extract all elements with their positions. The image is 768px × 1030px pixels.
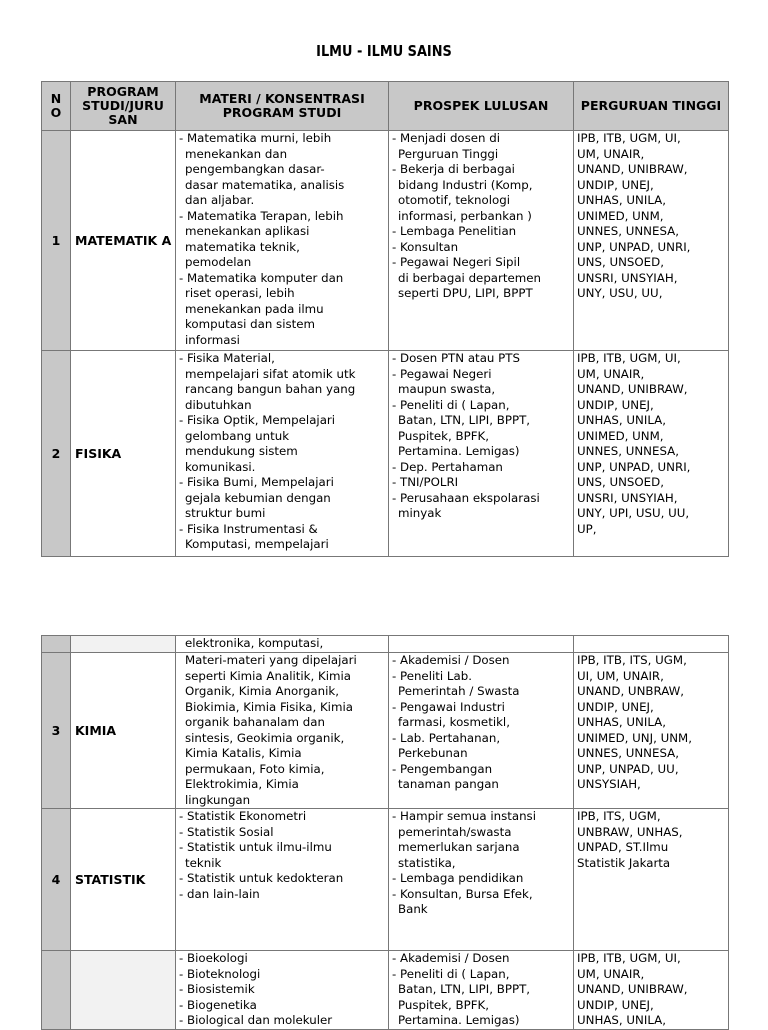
materi-line: - Biosistemik xyxy=(179,982,255,996)
perguruan-line: UNY, UPI, USU, UU, xyxy=(577,506,690,520)
prospek-line: Pertamina. Lemigas) xyxy=(398,1013,520,1027)
table-row xyxy=(42,951,729,1030)
perguruan-line: UNP, UNPAD, UNRI, xyxy=(577,239,691,254)
perguruan-line: IPB, ITB, UGM, UI, xyxy=(577,131,681,145)
prospek-line: - Peneliti di ( Lapan, xyxy=(392,966,510,981)
perguruan-line: UNY, USU, UU, xyxy=(577,286,663,300)
materi-line: teknik xyxy=(185,855,222,870)
materi-line: - Bioteknologi xyxy=(179,966,261,981)
perguruan-cell xyxy=(574,653,729,809)
prospek-line: memerlukan sarjana xyxy=(398,840,520,854)
materi-line: elektronika, komputasi, xyxy=(185,636,324,650)
row-number: 3 xyxy=(42,653,71,809)
prospek-line: minyak xyxy=(398,506,442,520)
materi-line: dan aljabar. xyxy=(185,193,255,207)
prospek-line: pemerintah/swasta xyxy=(398,824,512,839)
perguruan-line: UNBRAW, UNHAS, xyxy=(577,824,683,839)
materi-cell xyxy=(176,809,389,951)
prospek-line: Bank xyxy=(398,902,428,916)
prospek-line: - Dosen PTN atau PTS xyxy=(392,351,520,365)
perguruan-line: UNP, UNPAD, UNRI, xyxy=(577,459,691,474)
prospek-line: - Peneliti di ( Lapan, xyxy=(392,397,510,412)
perguruan-line: UNDIP, UNEJ, xyxy=(577,397,654,412)
prospek-cell xyxy=(389,951,574,1030)
prospek-line: - Pegawai Negeri xyxy=(392,366,492,381)
materi-line: - Statistik Sosial xyxy=(179,824,274,839)
table-row xyxy=(42,636,729,653)
prospek-line: otomotif, teknologi xyxy=(398,193,510,207)
materi-line: - Matematika Terapan, lebih xyxy=(179,208,344,223)
materi-line: menekankan aplikasi xyxy=(185,224,310,238)
perguruan-line: UNNES, UNNESA, xyxy=(577,444,679,458)
prospek-line: - Pegawai Negeri Sipil xyxy=(392,255,521,269)
materi-line: mempelajari sifat atomik utk xyxy=(185,366,356,381)
page-title: ILMU - ILMU SAINS xyxy=(316,42,452,60)
perguruan-line: UNDIP, UNEJ, xyxy=(577,177,654,192)
perguruan-line: UNSRI, UNSYIAH, xyxy=(577,270,678,285)
header-no: N O xyxy=(42,82,71,131)
perguruan-cell xyxy=(574,636,729,653)
prospek-cell xyxy=(389,653,574,809)
table-row xyxy=(42,131,729,351)
sains-table-part-2 xyxy=(41,635,729,1030)
perguruan-line: UNHAS, UNILA, xyxy=(577,1013,666,1027)
prospek-line: Batan, LTN, LIPI, BPPT, xyxy=(398,982,531,996)
materi-line: - Statistik untuk ilmu-ilmu xyxy=(179,840,332,854)
program-studi-cell: STATISTIK xyxy=(71,809,176,951)
perguruan-line: IPB, ITB, UGM, UI, xyxy=(577,951,681,965)
perguruan-line: UNDIP, UNEJ, xyxy=(577,699,654,714)
prospek-line: - Pengembangan xyxy=(392,761,493,776)
materi-line: Biokimia, Kimia Fisika, Kimia xyxy=(185,699,353,714)
materi-line: Organik, Kimia Anorganik, xyxy=(185,684,339,698)
perguruan-line: UM, UNAIR, xyxy=(577,966,645,981)
perguruan-line: UNIMED, UNJ, UNM, xyxy=(577,730,692,745)
materi-cell xyxy=(176,351,389,557)
materi-line: - Matematika komputer dan xyxy=(179,270,344,285)
table-row xyxy=(42,653,729,809)
materi-line: dasar matematika, analisis xyxy=(185,177,345,192)
prospek-line: seperti DPU, LIPI, BPPT xyxy=(398,286,533,300)
perguruan-line: UNNES, UNNESA, xyxy=(577,746,679,760)
materi-line: - Fisika Material, xyxy=(179,351,275,365)
perguruan-line: UNSYSIAH, xyxy=(577,777,641,791)
materi-line: - Fisika Bumi, Mempelajari xyxy=(179,475,334,489)
perguruan-line: UNS, UNSOED, xyxy=(577,255,664,269)
perguruan-line: Statistik Jakarta xyxy=(577,855,671,870)
prospek-cell xyxy=(389,809,574,951)
materi-line: pemodelan xyxy=(185,255,252,269)
table-row xyxy=(42,351,729,557)
prospek-line: di berbagai departemen xyxy=(398,270,541,285)
prospek-line: Puspitek, BPFK, xyxy=(398,997,489,1012)
program-studi-cell xyxy=(71,951,176,1030)
prospek-line: farmasi, kosmetikl, xyxy=(398,715,510,729)
prospek-line: - Bekerja di berbagai xyxy=(392,162,515,176)
prospek-line: informasi, perbankan ) xyxy=(398,208,532,223)
perguruan-line: UNHAS, UNILA, xyxy=(577,413,666,427)
row-number xyxy=(42,951,71,1030)
perguruan-line: UM, UNAIR, xyxy=(577,146,645,161)
prospek-line: statistika, xyxy=(398,855,456,870)
materi-line: Komputasi, mempelajari xyxy=(185,537,329,551)
perguruan-cell xyxy=(574,951,729,1030)
materi-line: seperti Kimia Analitik, Kimia xyxy=(185,668,351,683)
perguruan-line: UNIMED, UNM, xyxy=(577,428,664,443)
perguruan-line: UNHAS, UNILA, xyxy=(577,715,666,729)
materi-line: - Statistik untuk kedokteran xyxy=(179,871,344,885)
prospek-line: Batan, LTN, LIPI, BPPT, xyxy=(398,413,531,427)
prospek-line: - Pengawai Industri xyxy=(392,699,505,714)
materi-line: gelombang untuk xyxy=(185,428,290,443)
materi-line: Materi-materi yang dipelajari xyxy=(185,653,357,667)
materi-line: - Biological dan molekuler xyxy=(179,1013,333,1027)
materi-line: menekankan pada ilmu xyxy=(185,301,324,316)
materi-line: rancang bangun bahan yang xyxy=(185,382,356,396)
row-number: 1 xyxy=(42,131,71,351)
perguruan-line: UNP, UNPAD, UU, xyxy=(577,761,679,776)
perguruan-cell xyxy=(574,809,729,951)
materi-line: organik bahanalam dan xyxy=(185,715,325,729)
prospek-line: - Dep. Pertahaman xyxy=(392,459,503,474)
materi-line: matematika teknik, xyxy=(185,239,300,254)
program-studi-cell: MATEMATIK A xyxy=(71,131,176,351)
perguruan-line: UNS, UNSOED, xyxy=(577,475,664,489)
materi-line: riset operasi, lebih xyxy=(185,286,295,300)
program-studi-cell: KIMIA xyxy=(71,653,176,809)
materi-line: - Statistik Ekonometri xyxy=(179,809,307,823)
prospek-cell xyxy=(389,351,574,557)
materi-cell xyxy=(176,636,389,653)
materi-line: permukaan, Foto kimia, xyxy=(185,761,325,776)
prospek-line: - Peneliti Lab. xyxy=(392,668,472,683)
materi-line: struktur bumi xyxy=(185,506,266,520)
prospek-line: - Hampir semua instansi xyxy=(392,809,536,823)
program-studi-cell xyxy=(71,636,176,653)
prospek-line: - Konsultan xyxy=(392,239,459,254)
perguruan-line: UNSRI, UNSYIAH, xyxy=(577,490,678,505)
prospek-line: - Lembaga Penelitian xyxy=(392,224,517,238)
prospek-line: - Menjadi dosen di xyxy=(392,131,501,145)
materi-line: Kimia Katalis, Kimia xyxy=(185,746,302,760)
perguruan-line: UNDIP, UNEJ, xyxy=(577,997,654,1012)
perguruan-line: UP, xyxy=(577,521,597,536)
materi-line: mendukung sistem xyxy=(185,444,298,458)
row-number: 2 xyxy=(42,351,71,557)
materi-line: - Fisika Instrumentasi & xyxy=(179,521,318,536)
perguruan-line: UNHAS, UNILA, xyxy=(577,193,666,207)
row-number: 4 xyxy=(42,809,71,951)
prospek-cell xyxy=(389,131,574,351)
program-studi-cell: FISIKA xyxy=(71,351,176,557)
table-row xyxy=(42,809,729,951)
materi-line: menekankan dan xyxy=(185,146,288,161)
prospek-line: Perguruan Tinggi xyxy=(398,146,499,161)
perguruan-line: UNAND, UNBRAW, xyxy=(577,684,685,698)
prospek-line: - Lab. Pertahanan, xyxy=(392,730,501,745)
perguruan-line: IPB, ITS, UGM, xyxy=(577,809,661,823)
prospek-line: - Akademisi / Dosen xyxy=(392,951,510,965)
perguruan-cell xyxy=(574,351,729,557)
materi-line: - Bioekologi xyxy=(179,951,248,965)
materi-line: - Biogenetika xyxy=(179,997,257,1012)
prospek-line: Pemerintah / Swasta xyxy=(398,684,520,698)
prospek-line: Puspitek, BPFK, xyxy=(398,428,489,443)
materi-line: informasi xyxy=(185,332,240,347)
materi-cell xyxy=(176,951,389,1030)
prospek-line: - Konsultan, Bursa Efek, xyxy=(392,886,533,901)
perguruan-line: IPB, ITB, UGM, UI, xyxy=(577,351,681,365)
header-materi: MATERI / KONSENTRASI PROGRAM STUDI xyxy=(176,82,389,131)
perguruan-line: UNAND, UNIBRAW, xyxy=(577,162,688,176)
prospek-line: - TNI/POLRI xyxy=(392,475,459,489)
materi-line: - dan lain-lain xyxy=(179,886,260,901)
perguruan-line: UM, UNAIR, xyxy=(577,366,645,381)
prospek-line: Perkebunan xyxy=(398,746,468,760)
materi-line: lingkungan xyxy=(185,792,251,807)
prospek-line: - Akademisi / Dosen xyxy=(392,653,510,667)
materi-line: gejala kebumian dengan xyxy=(185,490,331,505)
materi-line: komunikasi. xyxy=(185,459,256,474)
header-perguruan: PERGURUAN TINGGI xyxy=(574,82,729,131)
materi-line: dibutuhkan xyxy=(185,397,252,412)
materi-line: Elektrokimia, Kimia xyxy=(185,777,299,791)
materi-line: - Fisika Optik, Mempelajari xyxy=(179,413,336,427)
sains-table-part-1 xyxy=(41,81,729,557)
prospek-line: maupun swasta, xyxy=(398,382,496,396)
perguruan-line: UNPAD, ST.Ilmu xyxy=(577,840,669,854)
prospek-line: tanaman pangan xyxy=(398,777,499,791)
header-prospek: PROSPEK LULUSAN xyxy=(389,82,574,131)
prospek-line: bidang Industri (Komp, xyxy=(398,177,533,192)
materi-cell xyxy=(176,653,389,809)
perguruan-line: IPB, ITB, ITS, UGM, xyxy=(577,653,687,667)
materi-line: komputasi dan sistem xyxy=(185,317,316,331)
prospek-cell xyxy=(389,636,574,653)
perguruan-line: UNNES, UNNESA, xyxy=(577,224,679,238)
perguruan-line: UNAND, UNIBRAW, xyxy=(577,382,688,396)
perguruan-cell xyxy=(574,131,729,351)
row-number xyxy=(42,636,71,653)
materi-line: pengembangkan dasar- xyxy=(185,162,325,176)
header-program: PROGRAM STUDI/JURU SAN xyxy=(71,82,176,131)
prospek-line: - Perusahaan ekspolarasi xyxy=(392,490,540,505)
materi-cell xyxy=(176,131,389,351)
perguruan-line: UNAND, UNIBRAW, xyxy=(577,982,688,996)
prospek-line: - Lembaga pendidikan xyxy=(392,871,524,885)
perguruan-line: UNIMED, UNM, xyxy=(577,208,664,223)
materi-line: sintesis, Geokimia organik, xyxy=(185,730,345,745)
perguruan-line: UI, UM, UNAIR, xyxy=(577,668,664,683)
materi-line: - Matematika murni, lebih xyxy=(179,131,332,145)
prospek-line: Pertamina. Lemigas) xyxy=(398,444,520,458)
